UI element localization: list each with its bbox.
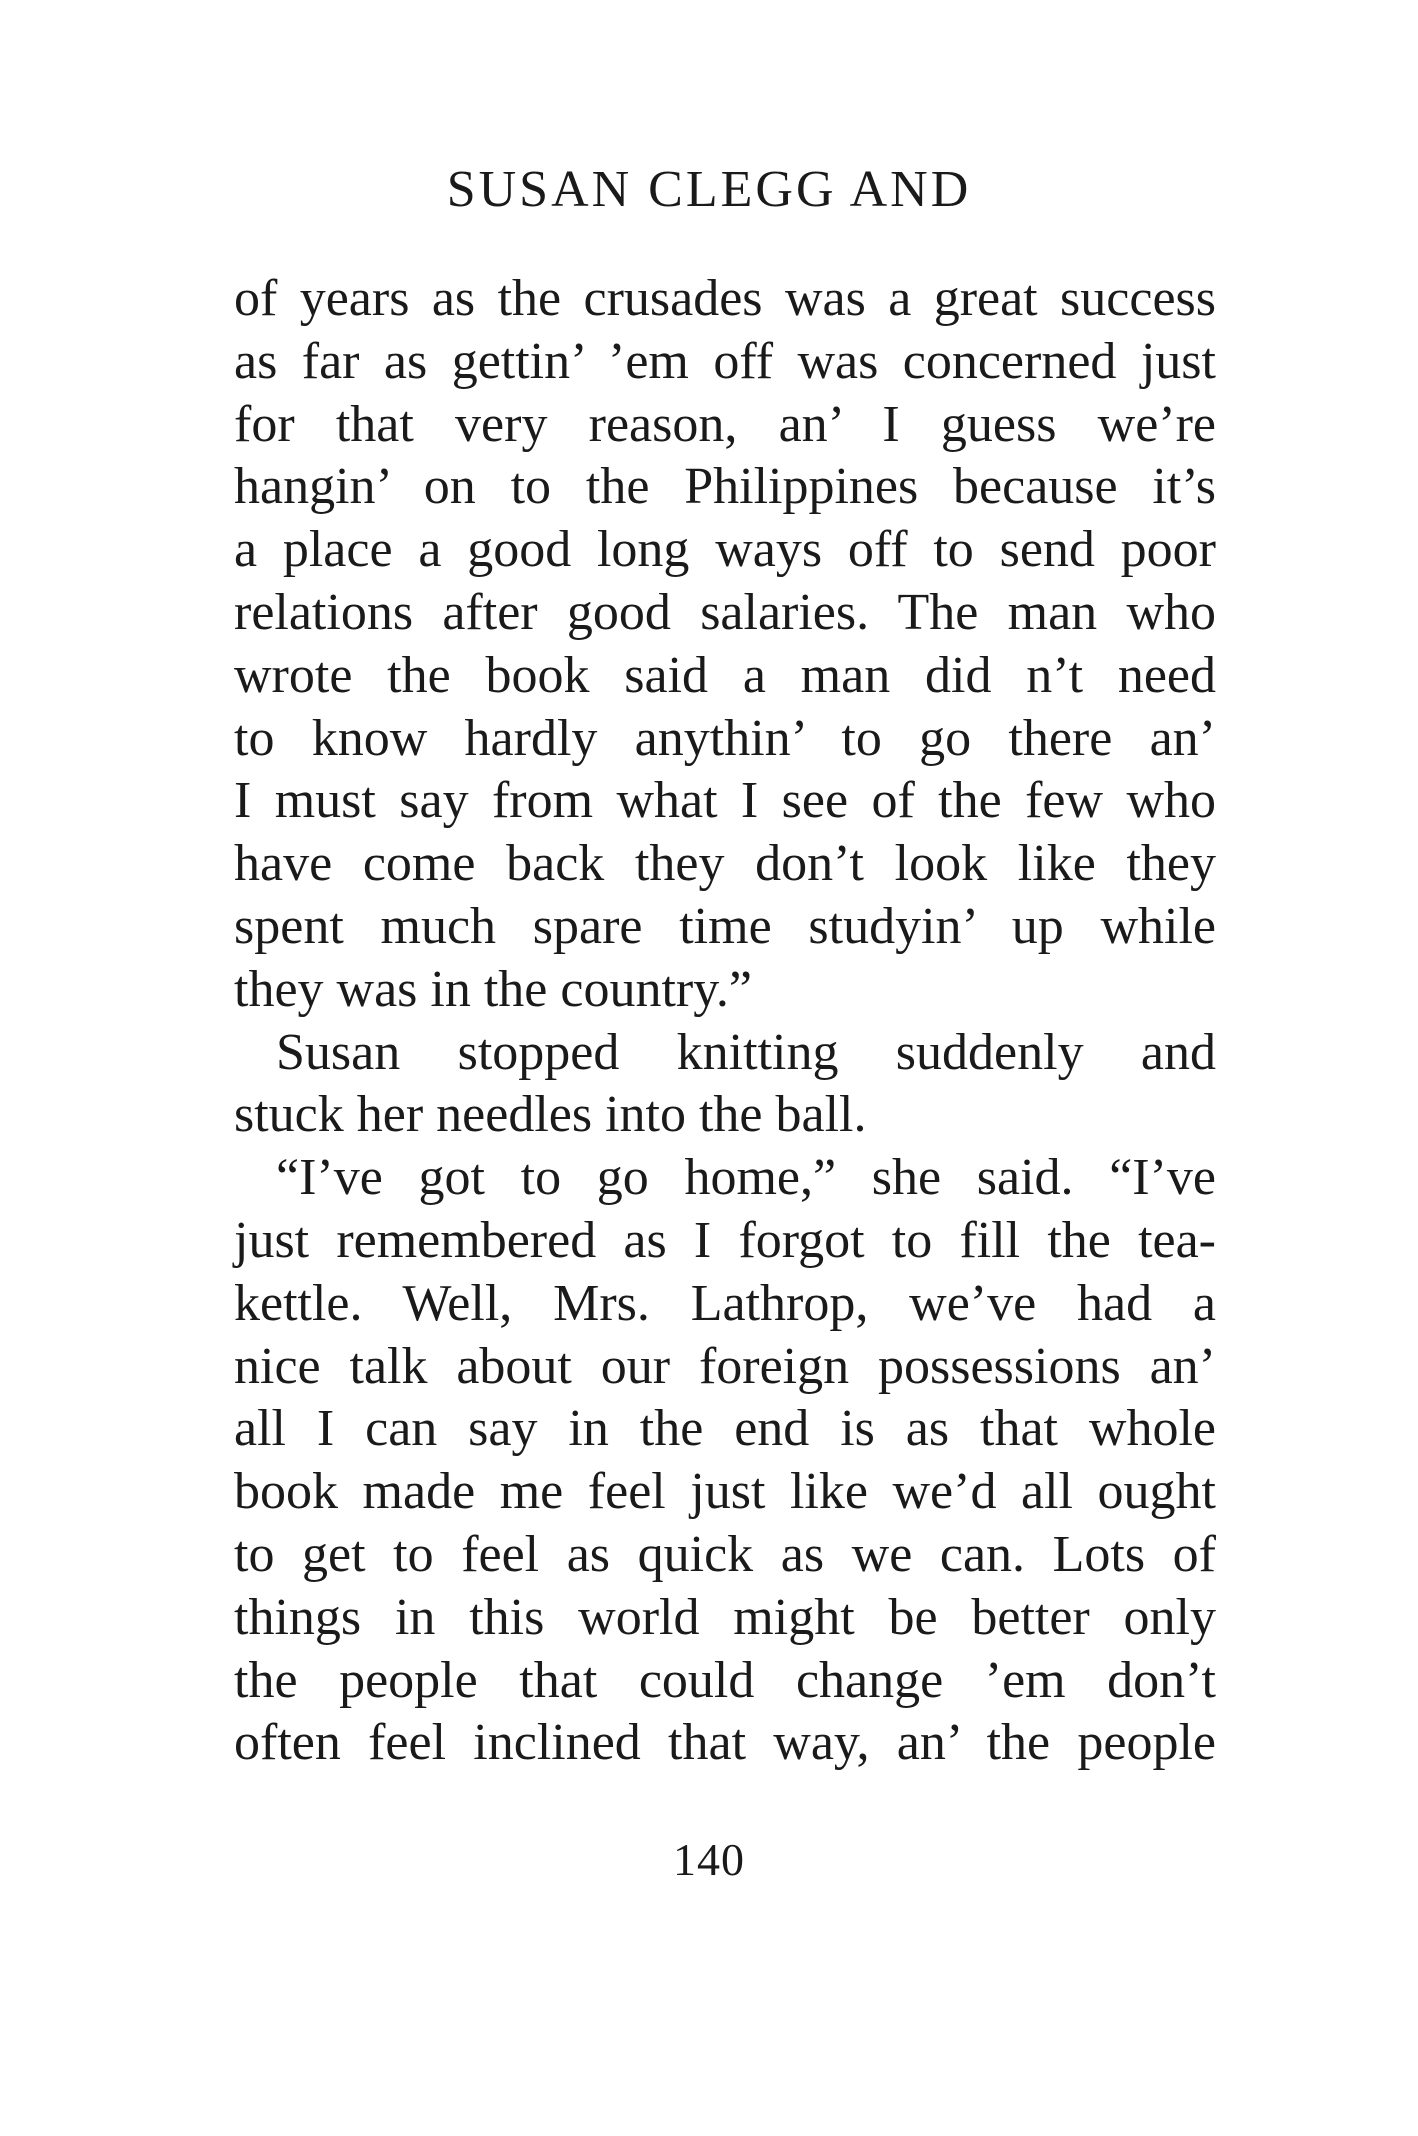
paragraph [234, 1147, 1216, 1775]
text-line: nice talk about our foreign possessions an’ [234, 1337, 1216, 1395]
text-line: hangin’ on to the Philippines because it’s [234, 458, 1216, 516]
text-line: kettle. Well, Mrs. Lathrop, we’ve had a [234, 1274, 1216, 1332]
text-line: all I can say in the end is as that whole [234, 1400, 1216, 1458]
text-line: book made me feel just like we’d all ought [234, 1463, 1216, 1521]
text-line: for that very reason, an’ I guess we’re [234, 395, 1216, 453]
text-line: Susan stopped knitting suddenly and [276, 1023, 1216, 1081]
text-line: stuck her needles into the ball. [234, 1086, 867, 1144]
text-line: spent much spare time studyin’ up while [234, 897, 1216, 955]
text-line: relations after good salaries. The man who [234, 583, 1216, 641]
paragraph [234, 1022, 1216, 1148]
text-line: to know hardly anythin’ to go there an’ [234, 709, 1216, 767]
text-line: the people that could change ’em don’t [234, 1651, 1216, 1709]
body-text [234, 268, 1216, 1775]
paragraph [234, 268, 1216, 1022]
text-line: of years as the crusades was a great success [234, 270, 1216, 327]
text-line: wrote the book said a man did n’t need [234, 646, 1216, 704]
text-line: I must say from what I see of the few who [234, 772, 1216, 830]
text-line: a place a good long ways off to send poor [234, 521, 1216, 579]
running-head: SUSAN CLEGG AND [446, 161, 972, 218]
text-line: just remembered as I forgot to fill the tea- [234, 1211, 1216, 1269]
text-line: “I’ve got to go home,” she said. “I’ve [276, 1149, 1216, 1207]
page-number: 140 [673, 1834, 745, 1885]
text-line: as far as gettin’ ’em off was concerned just [234, 332, 1216, 390]
text-line: they was in the country.” [234, 960, 752, 1018]
text-line: to get to feel as quick as we can. Lots of [234, 1525, 1216, 1583]
text-line: things in this world might be better only [234, 1588, 1216, 1646]
text-line: have come back they don’t look like they [234, 835, 1216, 893]
text-line: often feel inclined that way, an’ the people [234, 1714, 1216, 1772]
